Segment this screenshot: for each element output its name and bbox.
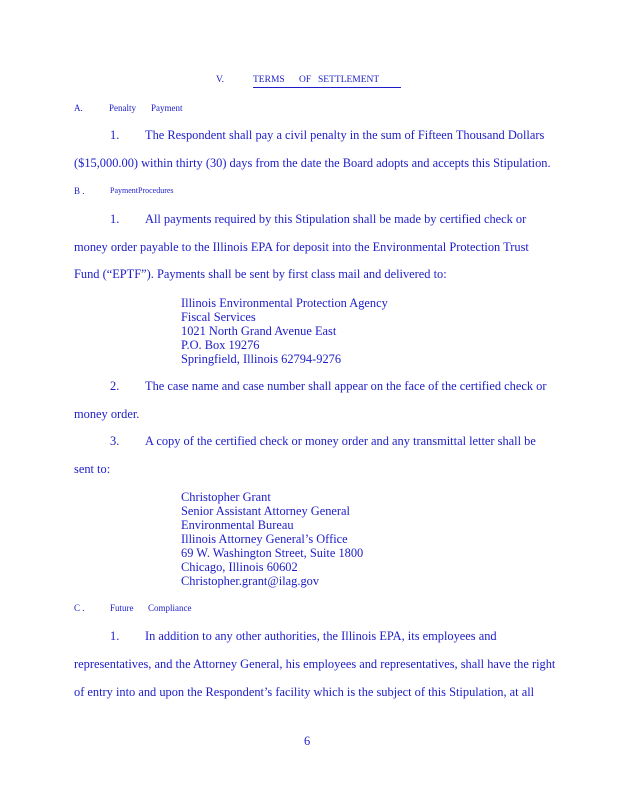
subsection-letter: A.	[74, 103, 83, 113]
address-line: 69 W. Washington Street, Suite 1800	[181, 546, 364, 560]
address-line: Illinois Environmental Protection Agency	[181, 296, 388, 310]
address-line: Chicago, Illinois 60602	[181, 560, 298, 574]
subsection-title-word: Future	[110, 603, 134, 613]
paragraph-line: money order.	[74, 407, 140, 421]
paragraph-line: sent to:	[74, 462, 111, 476]
section-numeral: V.	[216, 75, 225, 85]
section-title-word: TERMS	[253, 75, 285, 85]
section-title-word: SETTLEMENT	[318, 75, 380, 85]
paragraph-line: All payments required by this Stipulation shall be made by certified check or	[145, 212, 527, 226]
paragraph-number: 2.	[110, 379, 120, 393]
section-title-word: OF	[299, 75, 312, 85]
paragraph-line: A copy of the certified check or money order and any transmittal letter shall be	[145, 434, 536, 448]
address-line: 1021 North Grand Avenue East	[181, 324, 337, 338]
address-line: P.O. Box 19276	[181, 338, 260, 352]
address-line: Fiscal Services	[181, 310, 256, 324]
subsection-title: PaymentProcedures	[110, 186, 174, 195]
address-line: Senior Assistant Attorney General	[181, 504, 350, 518]
paragraph-number: 1.	[110, 629, 120, 643]
payment-address-block	[181, 296, 388, 366]
page-number: 6	[304, 734, 311, 748]
subsection-letter: C .	[74, 603, 85, 613]
address-line: Christopher Grant	[181, 490, 271, 504]
subsection-title-word: Payment	[151, 103, 183, 113]
address-line: Springfield, Illinois 62794-9276	[181, 352, 342, 366]
address-line: Illinois Attorney General’s Office	[181, 532, 348, 546]
paragraph-line: In addition to any other authorities, the Illinois EPA, its employees and	[145, 629, 497, 643]
paragraph-line: money order payable to the Illinois EPA for deposit into the Environmental Protection Trust	[74, 240, 529, 254]
paragraph-line: Fund (“EPTF”). Payments shall be sent by first class mail and delivered to:	[74, 267, 447, 281]
paragraph-number: 3.	[110, 434, 120, 448]
paragraph-line: The Respondent shall pay a civil penalty in the sum of Fifteen Thousand Dollars	[145, 128, 545, 142]
subsection-title-word: Compliance	[148, 603, 192, 613]
paragraph-line: of entry into and upon the Respondent’s facility which is the subject of this Stipulation, at all	[74, 685, 535, 699]
subsection-letter: B .	[74, 186, 85, 196]
address-line: Christopher.grant@ilag.gov	[181, 574, 320, 588]
attorney-address-block	[181, 490, 363, 588]
paragraph-number: 1.	[110, 212, 120, 226]
paragraph-line: The case name and case number shall appear on the face of the certified check or	[145, 379, 547, 393]
paragraph-line: representatives, and the Attorney General, his employees and representatives, shall have the right	[74, 657, 556, 671]
paragraph-number: 1.	[110, 128, 120, 142]
address-line: Environmental Bureau	[181, 518, 294, 532]
subsection-title-word: Penalty	[109, 103, 136, 113]
paragraph-line: ($15,000.00) within thirty (30) days from the date the Board adopts and accepts this Stipulation.	[74, 156, 551, 170]
